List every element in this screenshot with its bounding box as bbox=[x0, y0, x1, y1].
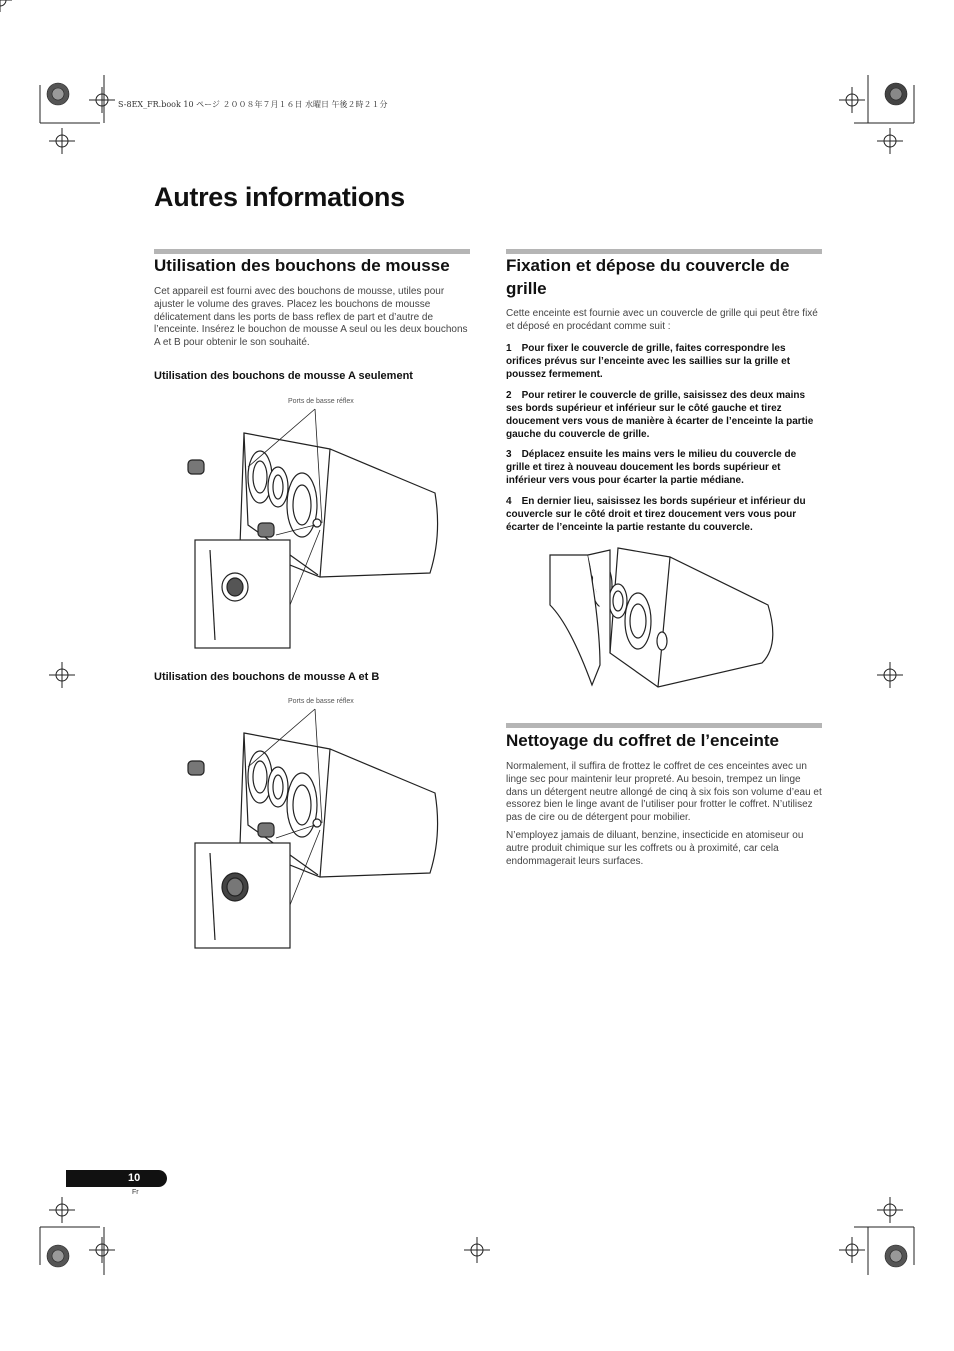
grille-intro: Cette enceinte est fournie avec un couvercle de grille qui peut être fixé et déposé en procédant comme suit : bbox=[506, 308, 818, 332]
section-title-foam-plugs: Utilisation des bouchons de mousse bbox=[154, 256, 450, 275]
language-code: Fr bbox=[132, 1189, 139, 1196]
section-title-grille: Fixation et dépose du couvercle de grille bbox=[506, 256, 790, 298]
grille-step-3: 3 Déplacez ensuite les mains vers le milieu du couvercle de grille et tirez à nouveau doucement les bords supérieur et inférieur vers vous pour écarter la partie médiane. bbox=[506, 449, 797, 486]
grille-removal-figure bbox=[540, 545, 785, 690]
subheading-plug-a-and-b: Utilisation des bouchons de mousse A et B bbox=[154, 671, 380, 683]
caption-bass-reflex-ports-1: Ports de basse réflex bbox=[288, 398, 354, 405]
page-number-tab bbox=[66, 1170, 167, 1187]
speaker-figure-plug-a-b bbox=[180, 705, 445, 950]
grille-step-2: 2 Pour retirer le couvercle de grille, saisissez des deux mains ses bords supérieur et inférieur sur le côté gauche et tirez doucement vers vous de manière à écarter de l’enceinte la partie gauche du couvercle de grille. bbox=[506, 390, 814, 440]
section-title-cleaning: Nettoyage du coffret de l’enceinte bbox=[506, 731, 779, 750]
section-rule-cleaning bbox=[506, 723, 822, 728]
foam-plugs-intro: Cet appareil est fourni avec des bouchons de mousse, utiles pour ajuster le volume des graves. Placez les bouchons de mousse délicatement dans les ports de bass reflex de part et d’autre de l’enceinte. Insérez le bouchon de mousse A seul ou les deux bouchons A et B pour obtenir le son souhaité. bbox=[154, 286, 468, 349]
print-header-line: S-8EX_FR.book 10 ページ ２００８年７月１６日 水曜日 午後２時２１分 bbox=[118, 100, 388, 109]
grille-step-4: 4 En dernier lieu, saisissez les bords supérieur et inférieur du couvercle sur le côté droit et tirez doucement vers vous pour écarter de l’enceinte la partie restante du couvercle. bbox=[506, 496, 806, 533]
page-number: 10 bbox=[128, 1172, 141, 1184]
grille-step-1: 1 Pour fixer le couvercle de grille, faites correspondre les orifices prévus sur l’enceinte avec les saillies sur la grille et poussez fermement. bbox=[506, 343, 791, 380]
caption-bass-reflex-ports-2: Ports de basse réflex bbox=[288, 698, 354, 705]
subheading-plug-a-only: Utilisation des bouchons de mousse A seulement bbox=[154, 370, 413, 382]
cleaning-paragraph-2: N’employez jamais de diluant, benzine, insecticide en atomiseur ou autre produit chimique sur les coffrets ou à proximité, car cela endommagerait leurs surfaces. bbox=[506, 830, 804, 867]
cleaning-paragraph-1: Normalement, il suffira de frottez le coffret de ces enceintes avec un linge sec pour maintenir leur propreté. Au besoin, trempez un linge dans un détergent neutre allongé de cinq à six fois son volume d’eau et essorez bien le linge avant de l’utiliser pour frotter le coffret. N’utilisez pas de cire ou de détergent pour mobilier. bbox=[506, 761, 822, 824]
speaker-figure-plug-a bbox=[180, 405, 445, 650]
page-title: Autres informations bbox=[154, 182, 405, 212]
